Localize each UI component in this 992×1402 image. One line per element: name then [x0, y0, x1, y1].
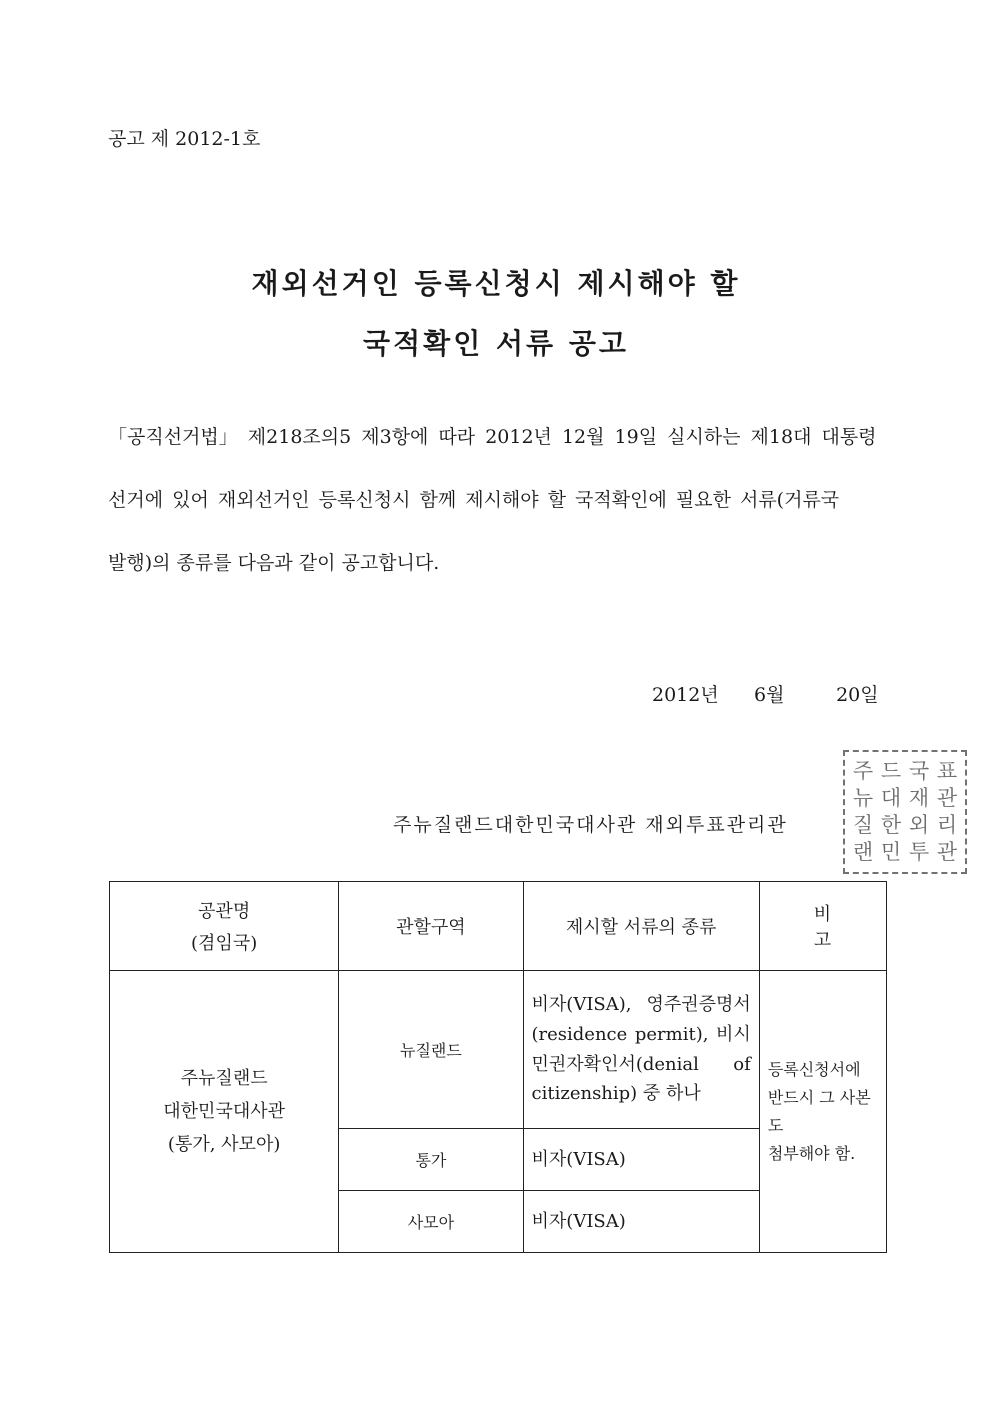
header-documents: 제시할 서류의 종류 [523, 882, 759, 971]
notice-date [652, 680, 879, 707]
seal-char: 관 [936, 840, 958, 864]
documents-cell: 비자(VISA), 영주권증명서 (residence permit), 비시민권자확인서(denial of citizenship) 중 하나 [523, 971, 759, 1129]
body-line-2: 선거에 있어 재외선거인 등록신청시 함께 제시해야 할 국적확인에 필요한 서류(거류국 [108, 489, 840, 511]
title-line-2: 국적확인 서류 공고 [363, 327, 629, 360]
office-cell [110, 971, 339, 1253]
table-row [110, 971, 887, 1129]
header-office-line2: (겸임국) [191, 933, 258, 954]
seal-char: 국 [908, 759, 930, 783]
seal-char: 주 [852, 759, 874, 783]
seal-char: 질 [852, 813, 874, 837]
region-cell: 사모아 [339, 1191, 523, 1253]
office-line3: (통가, 사모아) [167, 1134, 281, 1156]
seal-char: 대 [880, 786, 902, 810]
date-month: 6월 [754, 684, 785, 706]
table-header-row [110, 882, 887, 971]
seal-char: 리 [936, 813, 958, 837]
seal-char: 드 [880, 759, 902, 783]
header-remarks: 비 고 [759, 882, 886, 971]
documents-cell: 비자(VISA) [523, 1191, 759, 1253]
documents-cell: 비자(VISA) [523, 1129, 759, 1191]
remarks-line1: 등록신청서에 [767, 1059, 861, 1079]
header-office-line1: 공관명 [198, 901, 251, 922]
seal-char: 민 [880, 840, 902, 864]
signer: 주뉴질랜드대한민국대사관 재외투표관리관 [393, 814, 788, 836]
office-line2: 대한민국대사관 [163, 1100, 285, 1122]
seal-char: 투 [908, 840, 930, 864]
seal-char: 관 [936, 786, 958, 810]
remarks-cell [759, 971, 886, 1253]
region-cell: 통가 [339, 1129, 523, 1191]
date-year: 2012년 [652, 684, 719, 706]
notice-number: 공고 제 2012-1호 [108, 128, 261, 150]
title-line-1: 재외선거인 등록신청시 제시해야 할 [251, 267, 741, 300]
seal-char: 외 [908, 813, 930, 837]
body-line-1: 「공직선거법」 제218조의5 제3항에 따라 2012년 12월 19일 실시하는 제18대 대통령 [108, 426, 877, 448]
date-day: 20일 [836, 684, 879, 706]
office-line1: 주뉴질랜드 [180, 1067, 268, 1089]
remarks-line3: 첨부해야 함. [767, 1143, 856, 1163]
seal-char: 재 [908, 786, 930, 810]
region-cell: 뉴질랜드 [339, 971, 523, 1129]
seal-char: 표 [936, 759, 958, 783]
remarks-line2: 반드시 그 사본도 [767, 1087, 871, 1135]
header-office [110, 882, 339, 971]
document-table [109, 881, 887, 1253]
body-line-3: 발행)의 종류를 다음과 같이 공고합니다. [108, 552, 440, 574]
seal-char: 뉴 [852, 786, 874, 810]
seal-char: 랜 [852, 840, 874, 864]
seal-char: 한 [880, 813, 902, 837]
official-seal [843, 750, 967, 874]
header-region: 관할구역 [339, 882, 523, 971]
